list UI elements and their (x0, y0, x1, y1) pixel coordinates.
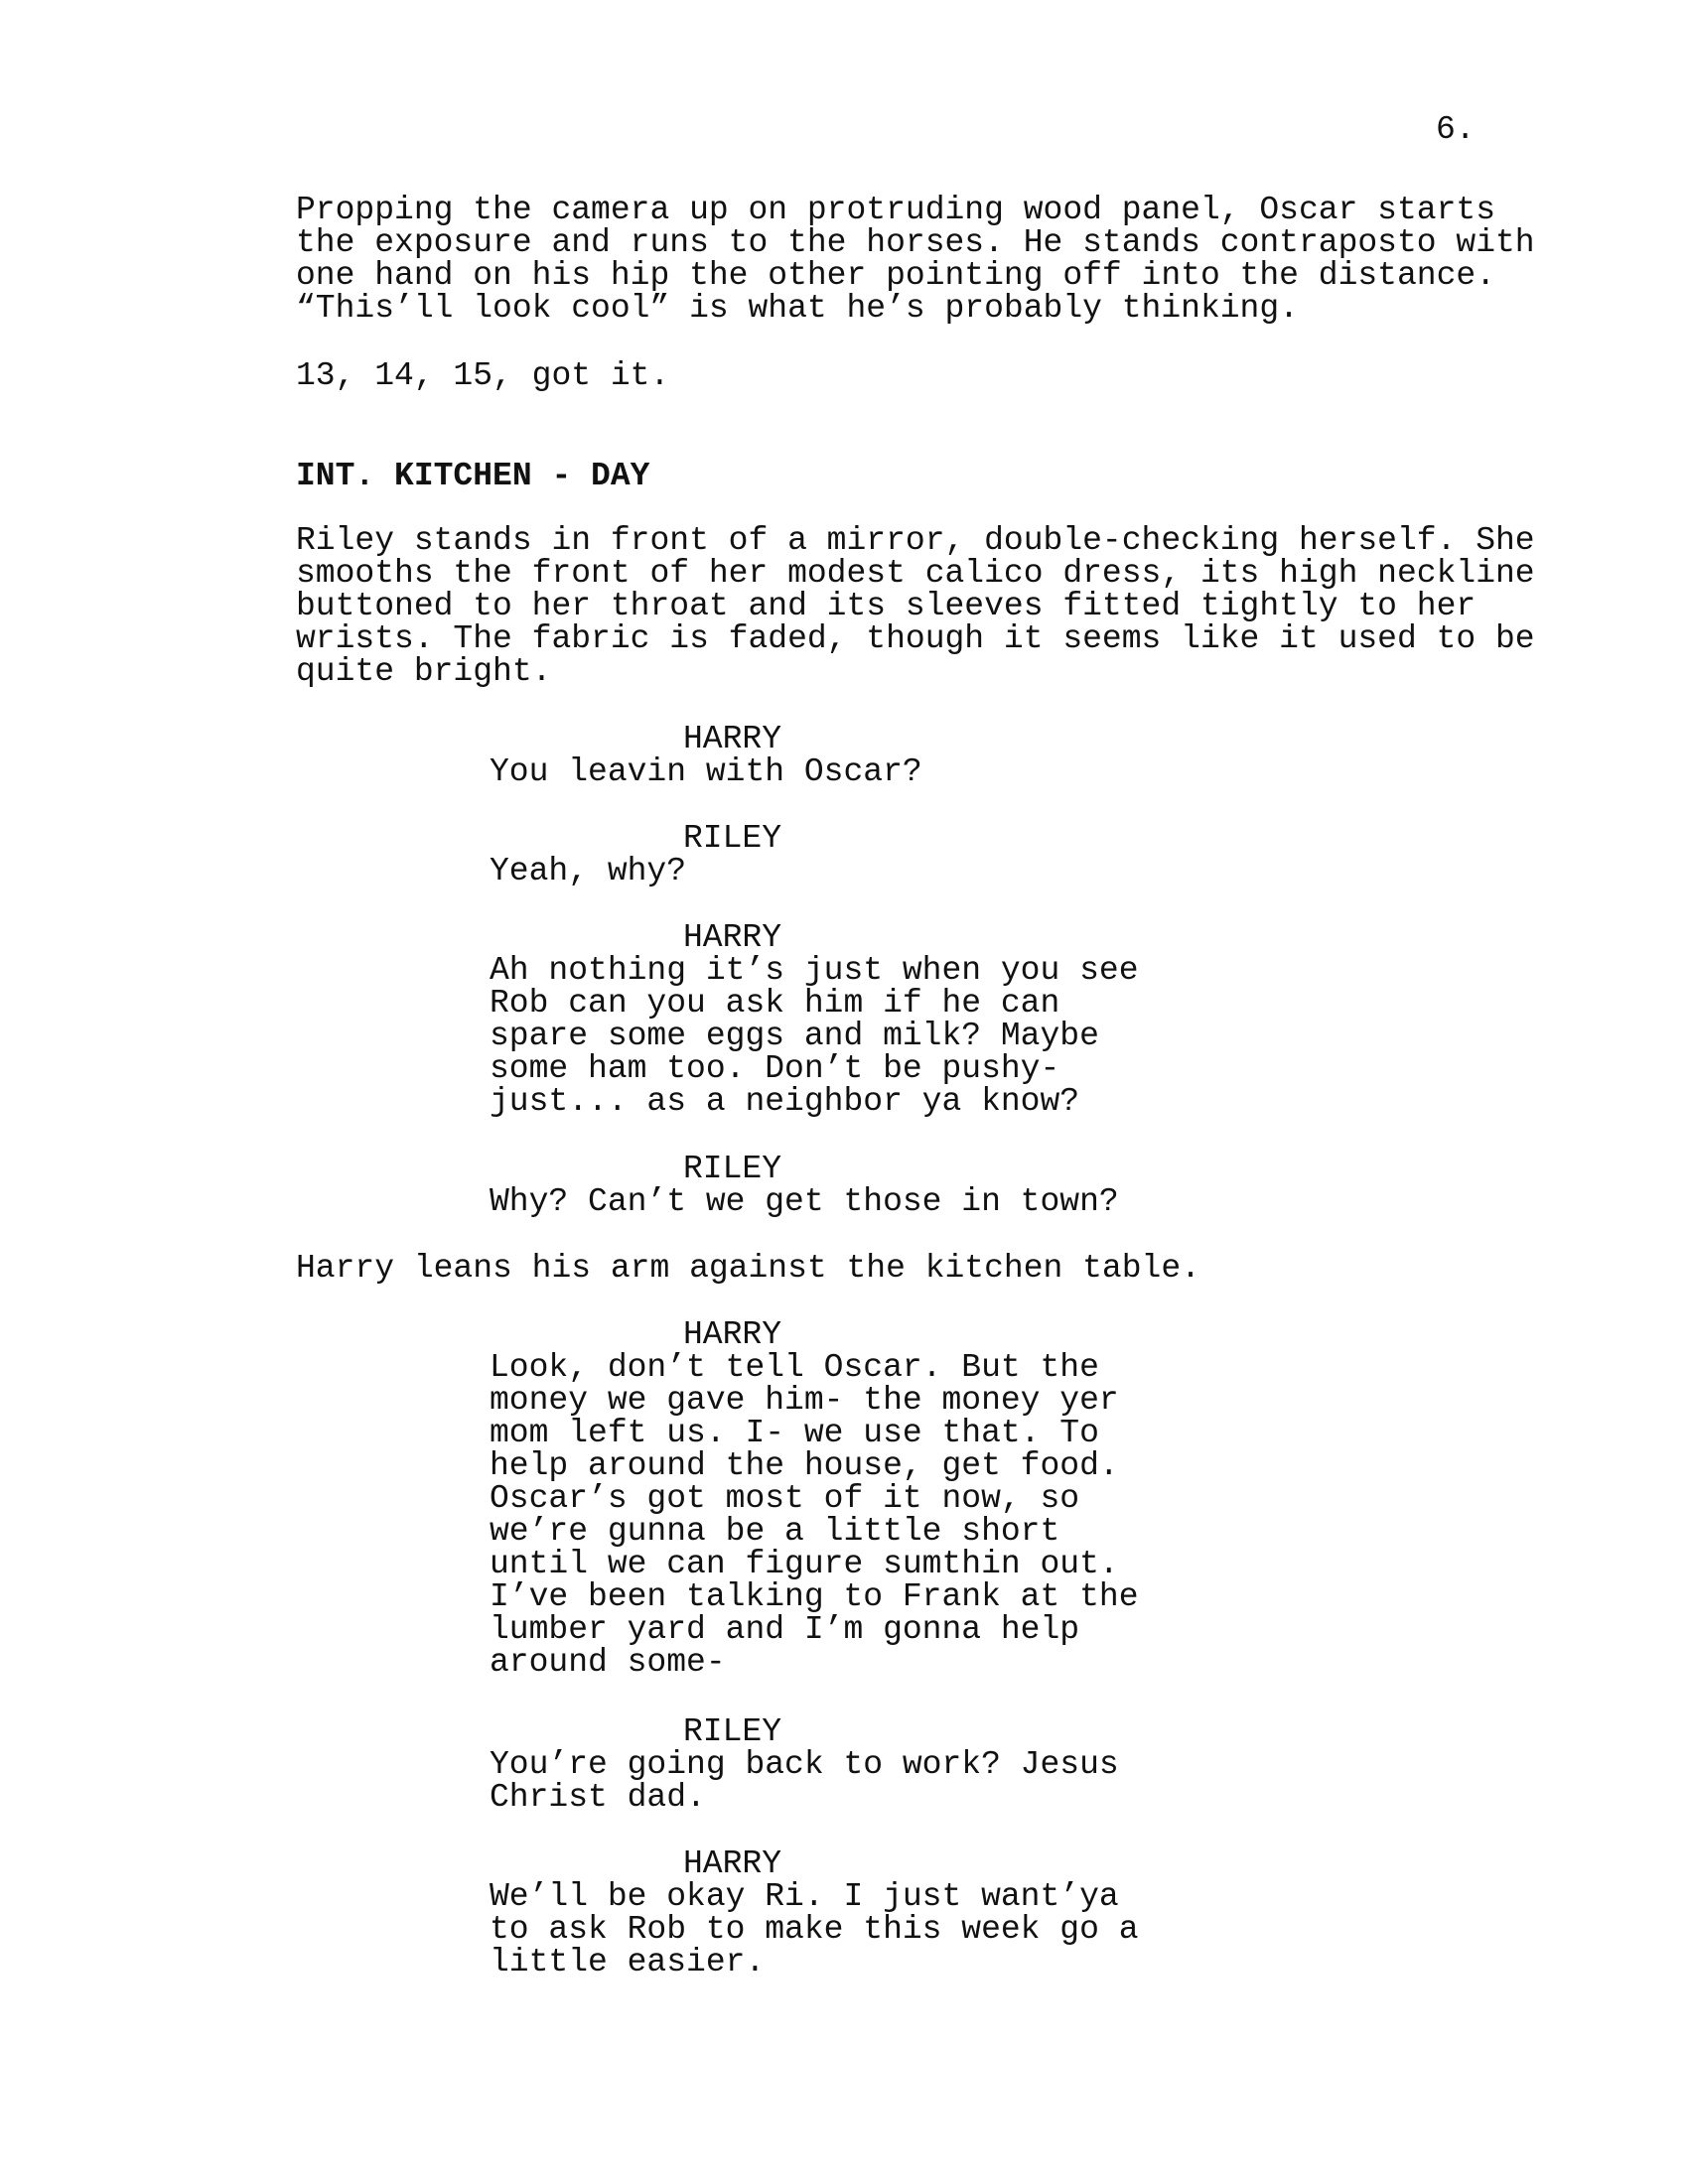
action-line: wrists. The fabric is faded, though it seems like it used to be (296, 620, 1535, 657)
character-cue: RILEY (683, 820, 782, 857)
action-line: Propping the camera up on protruding wood panel, Oscar starts (296, 192, 1495, 228)
dialogue-line: around some- (490, 1644, 726, 1681)
dialogue-block (490, 755, 1284, 788)
dialogue-line: We’ll be okay Ri. I just want’ya (490, 1878, 1119, 1915)
page-number: 6. (1436, 111, 1476, 148)
character-cue: HARRY (683, 919, 782, 956)
dialogue-line: Christ dad. (490, 1779, 706, 1816)
character-cue: RILEY (683, 1713, 782, 1750)
character-cue: HARRY (683, 721, 782, 757)
dialogue-line: Yeah, why? (490, 853, 687, 889)
dialogue-line: Oscar’s got most of it now, so (490, 1480, 1080, 1517)
dialogue-line: until we can figure sumthin out. (490, 1546, 1119, 1582)
character-cue: HARRY (683, 1316, 782, 1353)
action-block (296, 1252, 1587, 1285)
dialogue-line: Look, don’t tell Oscar. But the (490, 1349, 1099, 1386)
dialogue-line: You’re going back to work? Jesus (490, 1746, 1119, 1783)
character-cue: HARRY (683, 1845, 782, 1882)
dialogue-line: I’ve been talking to Frank at the (490, 1578, 1139, 1615)
action-line: 13, 14, 15, got it. (296, 357, 670, 394)
action-block (296, 524, 1587, 688)
dialogue-line: Ah nothing it’s just when you see (490, 952, 1139, 989)
action-block (296, 359, 1587, 392)
dialogue-line: some ham too. Don’t be pushy- (490, 1050, 1060, 1087)
dialogue-line: You leavin with Oscar? (490, 753, 922, 790)
dialogue-line: little easier. (490, 1944, 766, 1980)
action-line: Harry leans his arm against the kitchen table. (296, 1250, 1200, 1287)
dialogue-block (490, 1185, 1284, 1218)
scene-heading: INT. KITCHEN - DAY (296, 458, 650, 494)
dialogue-line: we’re gunna be a little short (490, 1513, 1060, 1550)
action-line: smooths the front of her modest calico dress, its high neckline (296, 555, 1535, 592)
dialogue-line: spare some eggs and milk? Maybe (490, 1018, 1099, 1054)
dialogue-line: lumber yard and I’m gonna help (490, 1611, 1080, 1648)
dialogue-line: to ask Rob to make this week go a (490, 1911, 1139, 1948)
action-line: Riley stands in front of a mirror, double-checking herself. She (296, 522, 1535, 559)
action-line: the exposure and runs to the horses. He stands contraposto with (296, 224, 1535, 261)
dialogue-block (490, 1880, 1284, 1979)
dialogue-block (490, 1748, 1284, 1814)
dialogue-line: Rob can you ask him if he can (490, 985, 1060, 1022)
dialogue-block (490, 1351, 1284, 1679)
character-cue: RILEY (683, 1151, 782, 1187)
dialogue-line: Why? Can’t we get those in town? (490, 1183, 1119, 1220)
dialogue-block (490, 954, 1284, 1118)
action-line: “This’ll look cool” is what he’s probably thinking. (296, 290, 1299, 327)
dialogue-line: money we gave him- the money yer (490, 1382, 1119, 1419)
dialogue-line: help around the house, get food. (490, 1447, 1119, 1484)
action-line: one hand on his hip the other pointing off into the distance. (296, 257, 1495, 294)
dialogue-block (490, 855, 1284, 887)
action-line: buttoned to her throat and its sleeves fitted tightly to her (296, 588, 1477, 624)
dialogue-line: just... as a neighbor ya know? (490, 1083, 1080, 1120)
action-line: quite bright. (296, 653, 552, 690)
dialogue-line: mom left us. I- we use that. To (490, 1415, 1099, 1451)
action-block (296, 194, 1587, 325)
